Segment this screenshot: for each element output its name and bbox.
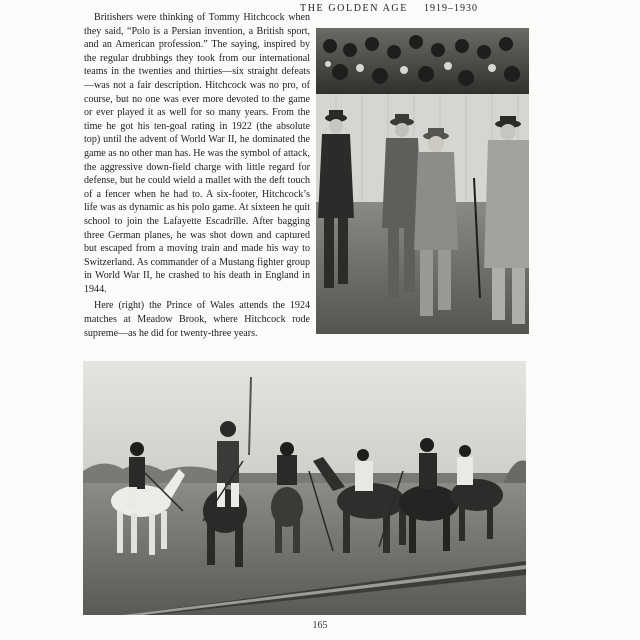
body-paragraph: Britishers were thinking of Tommy Hitchcock when they said, “Polo is a Persian invention, a British sport, and an American profession.” The saying, inspired by the regular drubbings they took from our international teams in the twenties and thirties—six straight defeats—was not a fair description. Hitchcock was no pro, of course, but no one was ever more devoted to the game or ever played it as well for so many years. From the time he got his ten-goal rating in 1922 (the absolute top) until the advent of World War II, he dominated the game as no other man has. He was the symbol of attack, the aggressive down-field charge with little regard for defense, but he could wield a mallet with the deft touch of a fencer when he had to. A six-footer, Hitchcock’s life was as dynamic as his polo game. At sixteen he quit school to join the Lafayette Escadrille. After bagging three German planes, he was shot down and captured but escaped from a moving train and made his way to Switzerland. As commander of a Mustang fighter group in World War II, he crashed to his death in England in 1944. (84, 12, 310, 295)
photo-prince-of-wales-at-meadow-brook (316, 28, 529, 334)
photo-caption: Here (right) the Prince of Wales attends the 1924 matches at Meadow Brook, where Hitchcock rode supreme—as he did for twenty-three years. (84, 300, 310, 339)
page-number: 165 (312, 620, 328, 631)
photo-polo-match (83, 361, 526, 615)
running-head-years: 1919–1930 (423, 3, 478, 14)
running-head (300, 3, 540, 14)
running-head-title: THE GOLDEN AGE (300, 3, 408, 14)
body-text-column (84, 11, 310, 340)
